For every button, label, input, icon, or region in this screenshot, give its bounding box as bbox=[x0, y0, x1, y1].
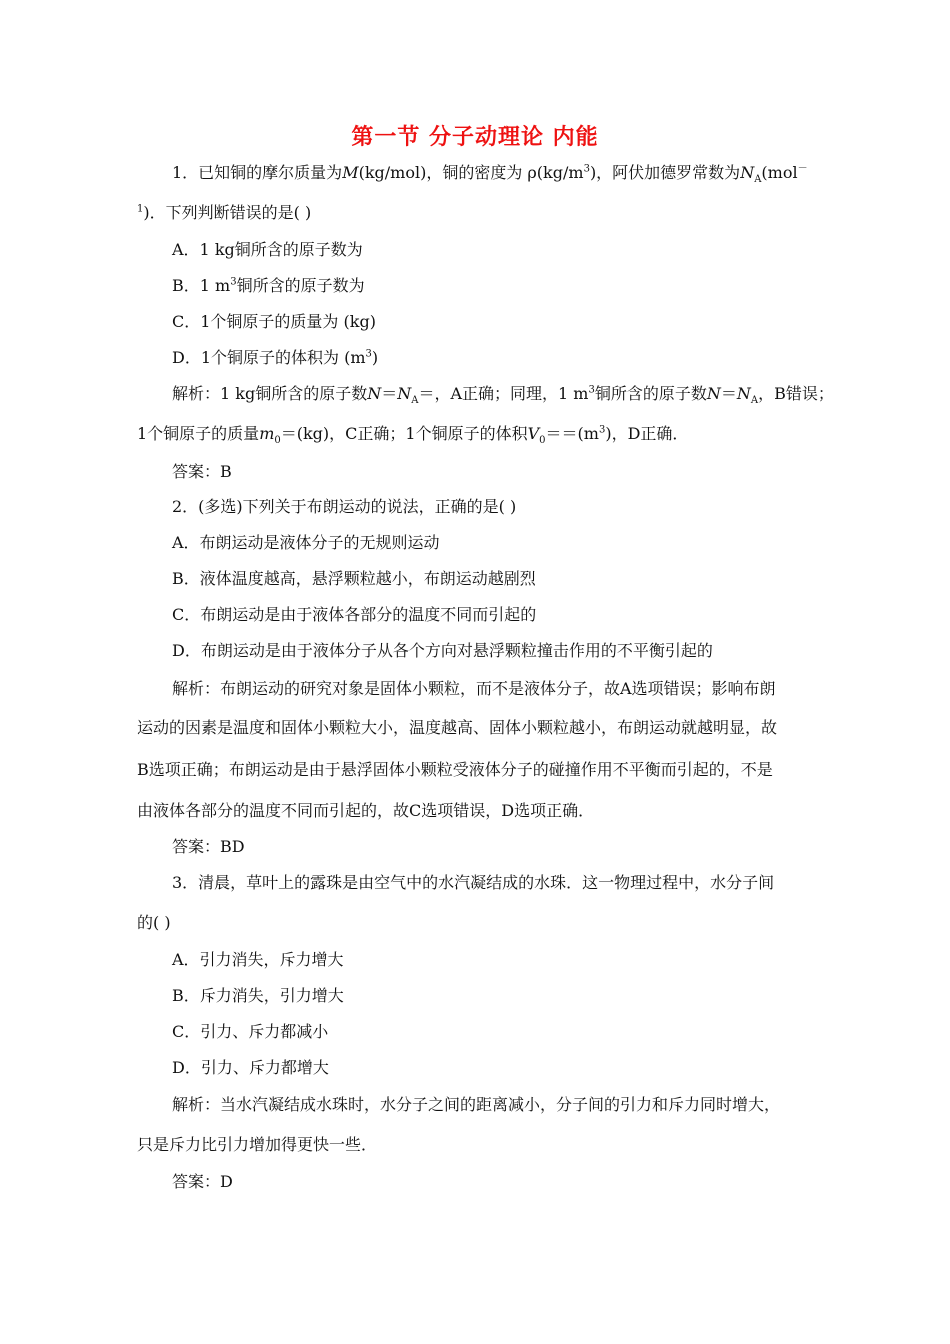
q2-solution-line1: 解析：布朗运动的研究对象是固体小颗粒，而不是液体分子，故A选项错误；影响布朗 bbox=[172, 679, 776, 698]
q1-stem-line2: $^1$)．下列判断错误的是( ) bbox=[137, 203, 312, 222]
q3-solution-line1: 解析：当水汽凝结成水珠时，水分子之间的距离减小，分子间的引力和斥力同时增大， bbox=[172, 1095, 781, 1114]
q1-option-c: C．1个铜原子的质量为 (kg) bbox=[172, 312, 376, 331]
q3-stem-line1: 3．清晨，草叶上的露珠是由空气中的水汽凝结成的水珠．这一物理过程中，水分子间 bbox=[172, 873, 775, 892]
q3-option-c: C．引力、斥力都减小 bbox=[172, 1022, 329, 1041]
q3-solution-line2: 只是斥力比引力增加得更快一些． bbox=[137, 1135, 378, 1154]
q2-option-b: B．液体温度越高，悬浮颗粒越小，布朗运动越剧烈 bbox=[172, 569, 536, 588]
q3-stem-line2: 的( ) bbox=[137, 913, 171, 932]
q1-option-b: B．1 $m^3$铜所含的原子数为 bbox=[172, 276, 365, 295]
q2-option-c: C．布朗运动是由于液体各部分的温度不同而引起的 bbox=[172, 605, 537, 624]
q2-stem: 2．(多选)下列关于布朗运动的说法，正确的是( ) bbox=[172, 497, 517, 516]
q3-answer: 答案：D bbox=[172, 1172, 233, 1191]
q2-answer: 答案：BD bbox=[172, 837, 245, 856]
q2-option-d: D．布朗运动是由于液体分子从各个方向对悬浮颗粒撞击作用的不平衡引起的 bbox=[172, 641, 713, 660]
q1-solution-line2: 1个铜原子的质量$m_0=(kg)$，C正确；1个铜原子的体积$V_0==(m^3)$，D正确． bbox=[137, 424, 689, 447]
q2-solution-line4: 由液体各部分的温度不同而引起的，故C选项错误，D选项正确． bbox=[137, 801, 595, 820]
q1-solution-line1: 解析：1 kg铜所含的原子数$N=N_A=$，A正确；同理，1 $m^3$铜所含的原子数$N=N_A$，B错误； bbox=[172, 384, 834, 407]
q2-option-a: A．布朗运动是液体分子的无规则运动 bbox=[172, 533, 440, 552]
q2-solution-line2: 运动的因素是温度和固体小颗粒大小，温度越高、固体小颗粒越小，布朗运动就越明显，故 bbox=[137, 718, 778, 737]
q3-option-b: B．斥力消失，引力增大 bbox=[172, 986, 344, 1005]
q3-option-d: D．引力、斥力都增大 bbox=[172, 1058, 329, 1077]
page-title: 第一节 分子动理论 内能 bbox=[351, 125, 599, 150]
q2-solution-line3: B选项正确；布朗运动是由于悬浮固体小颗粒受液体分子的碰撞作用不平衡而引起的，不是 bbox=[137, 760, 773, 779]
q3-option-a: A．引力消失，斥力增大 bbox=[172, 950, 344, 969]
q1-option-d: D．1个铜原子的体积为 $(m^3)$ bbox=[172, 348, 379, 367]
q1-stem-line1: 1．已知铜的摩尔质量为M(kg/mol)，铜的密度为 $\rho(kg/m^3)$，阿伏加德罗常数为$N_A(mol^-$ bbox=[172, 163, 808, 186]
q1-option-a: A．1 kg铜所含的原子数为 bbox=[172, 240, 363, 259]
q1-answer: 答案：B bbox=[172, 462, 232, 481]
